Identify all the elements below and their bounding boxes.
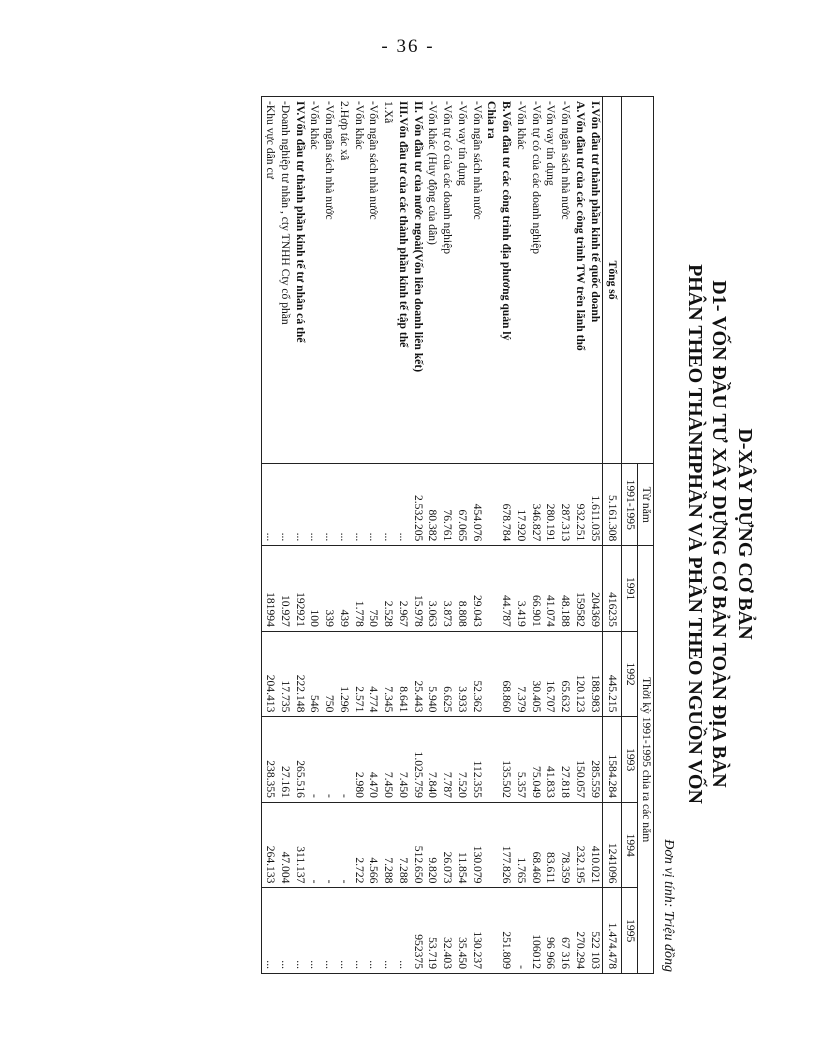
- row-value: 7.345: [381, 631, 396, 717]
- row-value: 339: [322, 546, 337, 632]
- row-value: 27.818: [558, 717, 573, 803]
- table-row: [469, 97, 484, 974]
- row-value: ...: [381, 888, 396, 974]
- row-label: I.Vốn đầu tư thành phần kinh tế quốc doanh: [587, 97, 602, 464]
- table-row: [366, 97, 381, 974]
- table-row: [543, 97, 558, 974]
- row-value: ...: [395, 464, 410, 546]
- table-row: [277, 97, 292, 974]
- row-value: 251.809: [499, 888, 514, 974]
- row-value: 285.559: [587, 717, 602, 803]
- row-value: ...: [322, 888, 337, 974]
- row-value: ...: [351, 464, 366, 546]
- row-value: 150.057: [572, 717, 587, 803]
- row-label: -Vốn khác: [307, 97, 322, 464]
- row-value: 75.049: [528, 717, 543, 803]
- row-value: 135.502: [499, 717, 514, 803]
- row-value: 120.123: [572, 631, 587, 717]
- table-row: [499, 97, 514, 974]
- row-value: 181994: [262, 546, 277, 632]
- row-value: 68.460: [528, 802, 543, 888]
- row-value: 8.641: [395, 631, 410, 717]
- table-subtitle: PHÂN THEO THÀNHPHẦN VÀ PHẦN THEO NGUỒN VỐN: [684, 264, 706, 804]
- row-value: 10.927: [277, 546, 292, 632]
- row-value: 264.133: [262, 802, 277, 888]
- row-value: 1.296: [336, 631, 351, 717]
- row-value: 100: [307, 546, 322, 632]
- header-year: 1993: [622, 717, 638, 803]
- row-label: -Vốn vay tín dụng: [454, 97, 469, 464]
- row-value: 346.827: [528, 464, 543, 546]
- row-value: 67 316: [558, 888, 573, 974]
- header-period: 1991-1995: [622, 464, 638, 546]
- row-value: 3.419: [513, 546, 528, 632]
- row-value: 7.288: [381, 802, 396, 888]
- row-label: -Vốn vay tín dụng: [543, 97, 558, 464]
- row-value: -: [322, 717, 337, 803]
- table-row: [262, 97, 277, 974]
- row-value: 439: [336, 546, 351, 632]
- row-value: -: [307, 717, 322, 803]
- row-value: 130.079: [469, 802, 484, 888]
- row-value: 78.359: [558, 802, 573, 888]
- row-value: ...: [262, 464, 277, 546]
- row-value: -: [307, 802, 322, 888]
- row-value: 7.288: [395, 802, 410, 888]
- row-value: 52.362: [469, 631, 484, 717]
- row-value: 96 966: [543, 888, 558, 974]
- row-value: 2.967: [395, 546, 410, 632]
- section-title: D-XÂY DỰNG CƠ BẢN: [734, 428, 756, 640]
- row-value: 35.450: [454, 888, 469, 974]
- row-label: -Vốn ngân sách nhà nước: [322, 97, 337, 464]
- row-value: 3.063: [425, 546, 440, 632]
- row-value: ...: [277, 888, 292, 974]
- row-value: [484, 546, 499, 632]
- row-value: 7.450: [381, 717, 396, 803]
- row-value: 678.784: [499, 464, 514, 546]
- row-value: 238.355: [262, 717, 277, 803]
- table-row: [381, 97, 396, 974]
- row-value: -: [513, 888, 528, 974]
- row-value: 7.520: [454, 717, 469, 803]
- row-value: -: [322, 802, 337, 888]
- row-value: -: [336, 717, 351, 803]
- row-value: 17.920: [513, 464, 528, 546]
- row-label: -Vốn tự có của các doanh nghiệp: [440, 97, 455, 464]
- row-label: -Vốn ngân sách nhà nước: [558, 97, 573, 464]
- row-value: 1.474.478: [602, 888, 622, 974]
- header-blank: [622, 97, 654, 464]
- row-value: 53.719: [425, 888, 440, 974]
- header-year: 1995: [622, 888, 638, 974]
- row-label: A.Vốn đầu tư của các công trình TW trên lãnh thổ: [572, 97, 587, 464]
- table-row: [528, 97, 543, 974]
- row-value: ...: [336, 464, 351, 546]
- row-value: 2.571: [351, 631, 366, 717]
- row-value: 1.611.035: [587, 464, 602, 546]
- table-row: [292, 97, 307, 974]
- row-value: 1.765: [513, 802, 528, 888]
- row-value: 48.188: [558, 546, 573, 632]
- row-value: 5.940: [425, 631, 440, 717]
- row-value: 7.450: [395, 717, 410, 803]
- row-value: 66.901: [528, 546, 543, 632]
- table-row: [395, 97, 410, 974]
- row-value: 65.632: [558, 631, 573, 717]
- row-value: 130.237: [469, 888, 484, 974]
- row-value: ...: [292, 888, 307, 974]
- row-value: 3.933: [454, 631, 469, 717]
- table-row: [351, 97, 366, 974]
- row-value: 32.403: [440, 888, 455, 974]
- row-value: 445.215: [602, 631, 622, 717]
- header-from-years: Từ năm: [638, 464, 654, 546]
- row-value: 280.191: [543, 464, 558, 546]
- row-value: 512.650: [410, 802, 425, 888]
- row-label: II. Vốn đầu tư của nước ngoài(Vốn liên doanh liên kết): [410, 97, 425, 464]
- row-value: 17.735: [277, 631, 292, 717]
- row-value: [484, 464, 499, 546]
- row-value: 2.532.205: [410, 464, 425, 546]
- row-value: 750: [322, 631, 337, 717]
- row-value: ...: [277, 464, 292, 546]
- row-value: 311.137: [292, 802, 307, 888]
- table-row: [410, 97, 425, 974]
- table-row: [602, 97, 622, 974]
- rotated-page: [108, 84, 758, 984]
- row-value: 68.860: [499, 631, 514, 717]
- row-value: 932.251: [572, 464, 587, 546]
- row-label: -Vốn ngân sách nhà nước: [469, 97, 484, 464]
- row-label: -Vốn ngân sách nhà nước: [366, 97, 381, 464]
- row-value: 4.774: [366, 631, 381, 717]
- row-value: ...: [336, 888, 351, 974]
- row-value: 7.840: [425, 717, 440, 803]
- row-value: ...: [366, 464, 381, 546]
- row-value: 47.004: [277, 802, 292, 888]
- table-row: [558, 97, 573, 974]
- row-value: 4.470: [366, 717, 381, 803]
- row-value: [484, 717, 499, 803]
- row-value: ...: [395, 888, 410, 974]
- table-title: D1- VỐN ĐẦU TƯ XÂY DỰNG CƠ BẢN TOÀN ĐỊA BÀN: [708, 280, 730, 788]
- row-value: 177.826: [499, 802, 514, 888]
- row-label: -Doanh nghiệp tư nhân , cty TNHH Cty cổ phần: [277, 97, 292, 464]
- row-value: ...: [381, 464, 396, 546]
- row-value: 76.761: [440, 464, 455, 546]
- header-breakdown: Thời kỳ 1991-1995 chia ra các năm: [638, 546, 654, 974]
- table-row: [425, 97, 440, 974]
- row-value: 750: [366, 546, 381, 632]
- row-value: 4.566: [366, 802, 381, 888]
- table-row: [587, 97, 602, 974]
- row-value: 410.021: [587, 802, 602, 888]
- unit-label: Đơn vị tính: Triệu đồng: [661, 839, 676, 972]
- row-value: 192921: [292, 546, 307, 632]
- table-row: [336, 97, 351, 974]
- row-value: 83.611: [543, 802, 558, 888]
- header-year: 1994: [622, 802, 638, 888]
- row-value: 522 103: [587, 888, 602, 974]
- row-value: 952375: [410, 888, 425, 974]
- row-value: ...: [292, 464, 307, 546]
- row-value: ...: [307, 464, 322, 546]
- row-value: ...: [307, 888, 322, 974]
- row-value: 6.625: [440, 631, 455, 717]
- row-value: 1241096: [602, 802, 622, 888]
- row-value: 416235: [602, 546, 622, 632]
- row-value: 270.294: [572, 888, 587, 974]
- row-value: 30.405: [528, 631, 543, 717]
- row-value: 546: [307, 631, 322, 717]
- row-value: 7.379: [513, 631, 528, 717]
- row-value: 27.161: [277, 717, 292, 803]
- row-value: 232.195: [572, 802, 587, 888]
- row-value: 454.076: [469, 464, 484, 546]
- row-label: Tổng số: [602, 97, 622, 464]
- row-value: 265.516: [292, 717, 307, 803]
- row-value: 204.413: [262, 631, 277, 717]
- row-value: 16.707: [543, 631, 558, 717]
- row-value: 67.065: [454, 464, 469, 546]
- row-value: 9.820: [425, 802, 440, 888]
- row-value: 1584.284: [602, 717, 622, 803]
- row-value: [484, 802, 499, 888]
- row-label: -Vốn tự có của các doanh nghiệp: [528, 97, 543, 464]
- row-label: Chia ra: [484, 97, 499, 464]
- table-row: [322, 97, 337, 974]
- row-value: 159582: [572, 546, 587, 632]
- row-value: 26.073: [440, 802, 455, 888]
- row-value: 3.873: [440, 546, 455, 632]
- row-value: ...: [351, 888, 366, 974]
- table-row: [307, 97, 322, 974]
- row-label: -Vốn khác: [351, 97, 366, 464]
- table-row: [454, 97, 469, 974]
- row-label: -Vốn khác (Huy động của dân): [425, 97, 440, 464]
- row-value: ...: [366, 888, 381, 974]
- row-value: -: [336, 802, 351, 888]
- row-label: III.Vốn đầu tư của các thành phần kinh tế tập thể: [395, 97, 410, 464]
- row-value: 5.357: [513, 717, 528, 803]
- table-row: [440, 97, 455, 974]
- row-label: -Khu vực dân cư: [262, 97, 277, 464]
- row-value: 1.025.759: [410, 717, 425, 803]
- row-label: 1.Xã: [381, 97, 396, 464]
- row-value: [484, 631, 499, 717]
- row-value: 44.787: [499, 546, 514, 632]
- row-value: 112.355: [469, 717, 484, 803]
- page-number: - 36 -: [381, 36, 435, 57]
- row-value: 204369: [587, 546, 602, 632]
- row-value: 5.161.308: [602, 464, 622, 546]
- row-value: 2.980: [351, 717, 366, 803]
- row-value: 287.313: [558, 464, 573, 546]
- header-row-1: [638, 97, 654, 974]
- table-row: [513, 97, 528, 974]
- row-label: -Vốn khác: [513, 97, 528, 464]
- header-year: 1991: [622, 546, 638, 632]
- row-value: 80.382: [425, 464, 440, 546]
- row-value: 25.443: [410, 631, 425, 717]
- row-value: 2.528: [381, 546, 396, 632]
- row-value: 2.722: [351, 802, 366, 888]
- row-value: ...: [262, 888, 277, 974]
- row-value: 222.148: [292, 631, 307, 717]
- row-value: 1.778: [351, 546, 366, 632]
- row-value: 41.074: [543, 546, 558, 632]
- row-value: 106012: [528, 888, 543, 974]
- investment-table: [262, 96, 655, 974]
- header-year: 1992: [622, 631, 638, 717]
- row-value: 15.978: [410, 546, 425, 632]
- row-value: ...: [322, 464, 337, 546]
- row-value: 188.983: [587, 631, 602, 717]
- row-value: 11.854: [454, 802, 469, 888]
- row-value: [484, 888, 499, 974]
- row-label: 2.Hợp tác xã: [336, 97, 351, 464]
- row-label: IV.Vốn đầu tư thành phần kinh tế tư nhân cá thể: [292, 97, 307, 464]
- row-value: 41.833: [543, 717, 558, 803]
- row-label: B.Vốn đầu tư các công trình địa phương quản lý: [499, 97, 514, 464]
- row-value: 7.787: [440, 717, 455, 803]
- table-body: [262, 97, 622, 974]
- table-row: [572, 97, 587, 974]
- table-row: [484, 97, 499, 974]
- row-value: 29.043: [469, 546, 484, 632]
- row-value: 8.808: [454, 546, 469, 632]
